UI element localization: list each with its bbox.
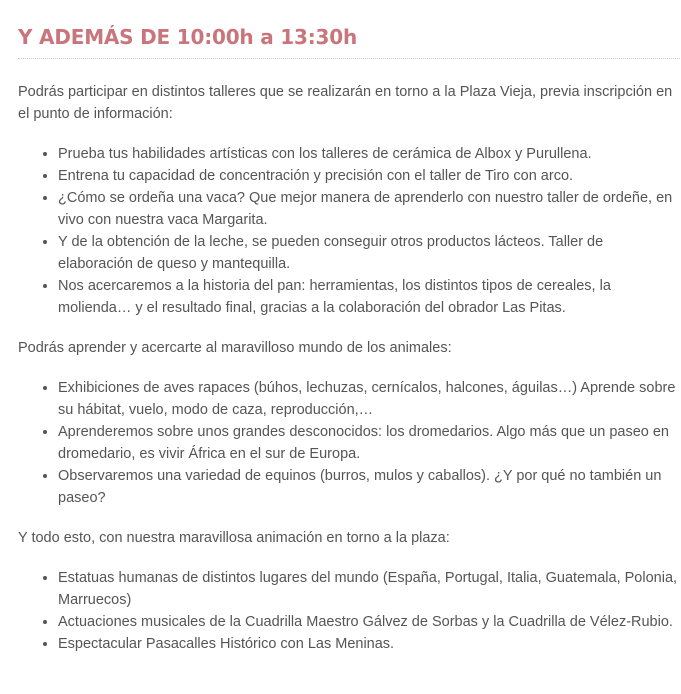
list-item: • ¿Cómo se ordeña una vaca? Que mejor manera de aprenderlo con nuestro taller de ordeñe, en vivo con nuestra vaca Margarita. (58, 187, 681, 231)
list-item: • Exhibiciones de aves rapaces (búhos, lechuzas, cernícalos, halcones, águilas…) Aprende sobre su hábitat, vuelo, modo de caza, reproducción,… (58, 377, 681, 421)
list-item: • Estatuas humanas de distintos lugares del mundo (España, Portugal, Italia, Guatemala, Polonia, Marruecos) (58, 567, 681, 611)
heading-divider (18, 58, 681, 59)
list-item: • Aprenderemos sobre unos grandes desconocidos: los dromedarios. Algo más que un paseo en dromedario, es vivir África en el sur de Europa. (58, 421, 681, 465)
section-heading: Y ADEMÁS DE 10:00h a 13:30h (18, 25, 357, 49)
list-item: • Observaremos una variedad de equinos (burros, mulos y caballos). ¿Y por qué no también un paseo? (58, 465, 681, 509)
workshops-list (18, 143, 681, 319)
workshops-intro: Podrás participar en distintos talleres que se realizarán en torno a la Plaza Vieja, previa inscripción en el punto de información: (18, 84, 673, 122)
article-content (18, 22, 681, 655)
list-item: • Espectacular Pasacalles Histórico con Las Meninas. (58, 633, 681, 655)
list-item: • Prueba tus habilidades artísticas con los talleres de cerámica de Albox y Purullena. (58, 143, 681, 165)
animation-list (18, 567, 681, 655)
list-item: • Entrena tu capacidad de concentración y precisión con el taller de Tiro con arco. (58, 165, 681, 187)
animation-intro: Y todo esto, con nuestra maravillosa animación en torno a la plaza: (18, 530, 450, 546)
list-item: • Nos acercaremos a la historia del pan: herramientas, los distintos tipos de cereales, la molienda… y el resultado final, gracias a la colaboración del obrador Las Pitas. (58, 275, 681, 319)
animals-list (18, 377, 681, 509)
list-item: • Actuaciones musicales de la Cuadrilla Maestro Gálvez de Sorbas y la Cuadrilla de Vélez-Rubio. (58, 611, 681, 633)
list-item: • Y de la obtención de la leche, se pueden conseguir otros productos lácteos. Taller de elaboración de queso y mantequilla. (58, 231, 681, 275)
animals-intro: Podrás aprender y acercarte al maravilloso mundo de los animales: (18, 340, 452, 356)
